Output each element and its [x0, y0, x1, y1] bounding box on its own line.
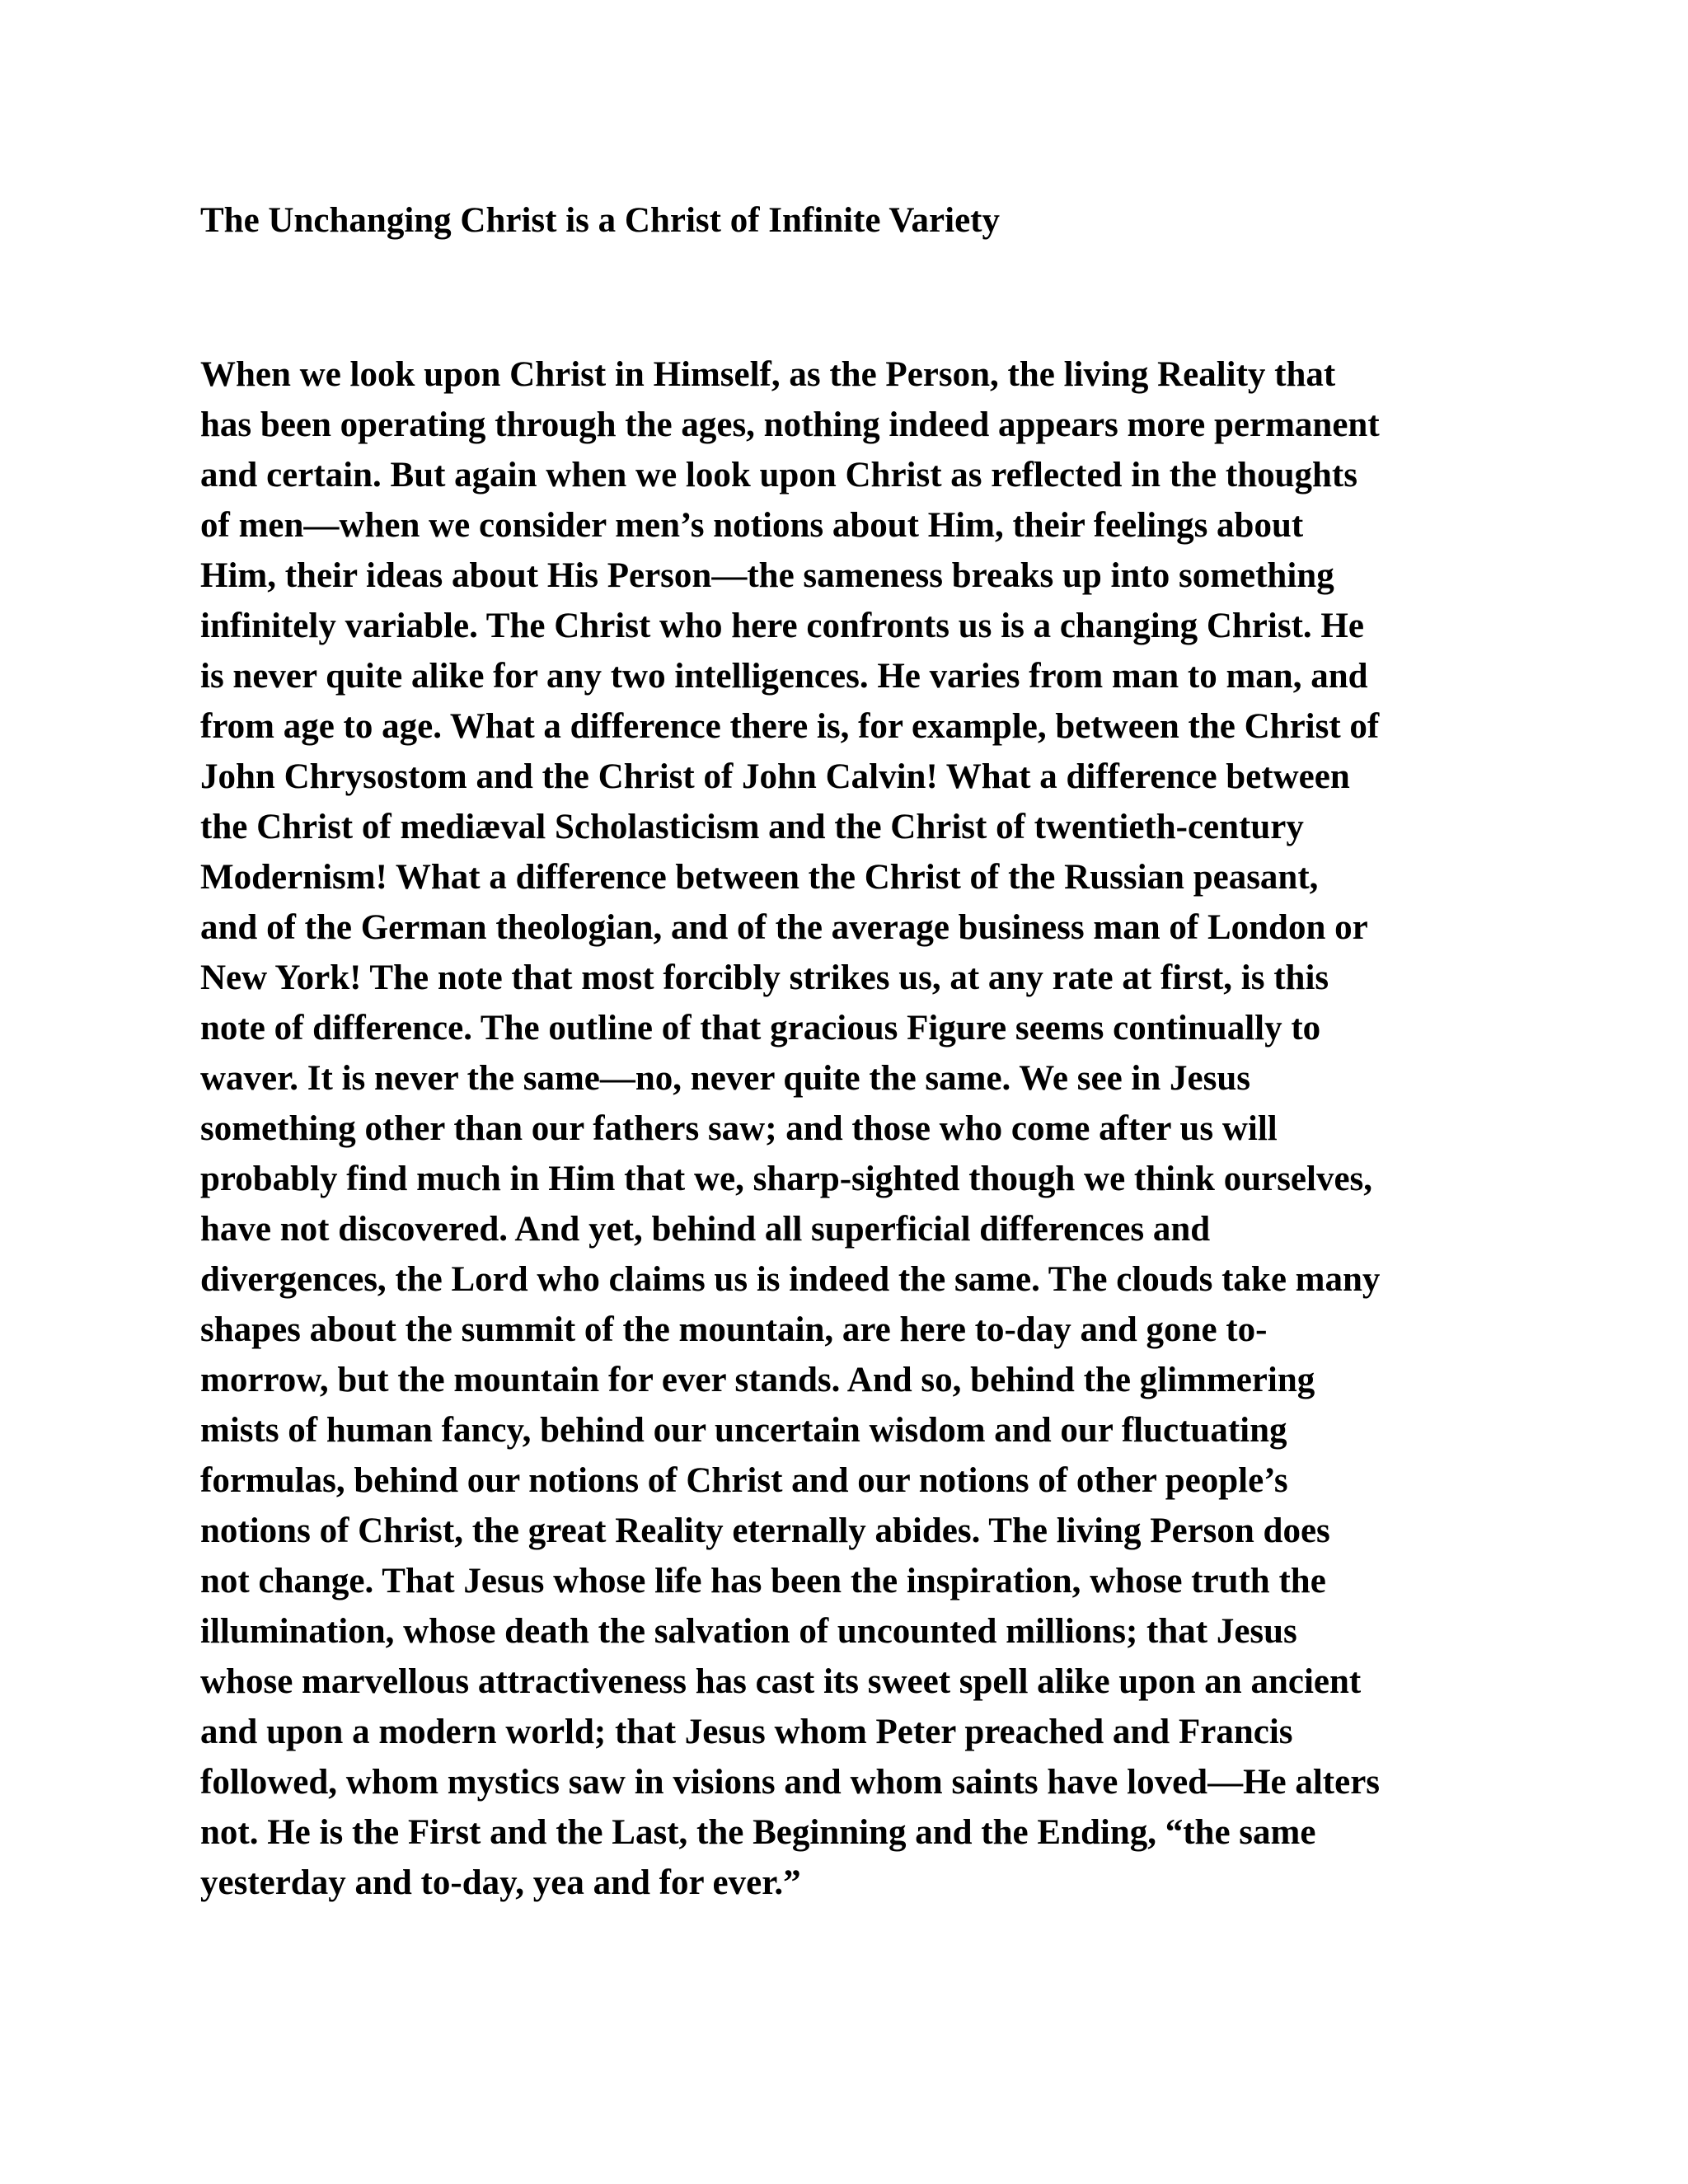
text-line: and upon a modern world; that Jesus whom Peter preached and Francis [200, 1713, 1293, 1751]
text-line: waver. It is never the same—no, never quite the same. We see in Jesus [200, 1059, 1250, 1098]
text-line: illumination, whose death the salvation of uncounted millions; that Jesus [200, 1612, 1297, 1651]
text-line: followed, whom mystics saw in visions and whom saints have loved—He alters [200, 1763, 1381, 1802]
text-line: John Chrysostom and the Christ of John Calvin! What a difference between [200, 757, 1350, 796]
text-line: have not discovered. And yet, behind all superficial differences and [200, 1210, 1211, 1249]
text-line: shapes about the summit of the mountain, are here to-day and gone to- [200, 1310, 1268, 1349]
text-line: mists of human fancy, behind our uncertain wisdom and our fluctuating [200, 1411, 1287, 1450]
text-line: and certain. But again when we look upon Christ as reflected in the thoughts [200, 456, 1357, 494]
text-line: something other than our fathers saw; and those who come after us will [200, 1109, 1278, 1148]
body-paragraph [200, 349, 1519, 1908]
text-line: is never quite alike for any two intelligences. He varies from man to man, and [200, 657, 1368, 696]
text-line: from age to age. What a difference there is, for example, between the Christ of [200, 707, 1380, 746]
text-line: notions of Christ, the great Reality eternally abides. The living Person does [200, 1511, 1330, 1550]
text-line: divergences, the Lord who claims us is indeed the same. The clouds take many [200, 1260, 1381, 1299]
text-line: New York! The note that most forcibly strikes us, at any rate at first, is this [200, 958, 1329, 997]
text-line: note of difference. The outline of that gracious Figure seems continually to [200, 1009, 1321, 1047]
text-line: the Christ of mediæval Scholasticism and the Christ of twentieth-century [200, 808, 1304, 846]
text-line: formulas, behind our notions of Christ and our notions of other people’s [200, 1461, 1288, 1500]
text-line: Modernism! What a difference between the Christ of the Russian peasant, [200, 858, 1319, 897]
text-line: infinitely variable. The Christ who here confronts us is a changing Christ. He [200, 607, 1364, 645]
text-line: When we look upon Christ in Himself, as the Person, the living Reality that [200, 355, 1336, 394]
document-title: The Unchanging Christ is a Christ of Infinite Variety [200, 201, 1000, 240]
text-line: and of the German theologian, and of the average business man of London or [200, 908, 1368, 947]
text-line: morrow, but the mountain for ever stands. And so, behind the glimmering [200, 1361, 1315, 1399]
text-line: has been operating through the ages, nothing indeed appears more permanent [200, 405, 1380, 444]
text-line: of men—when we consider men’s notions about Him, their feelings about [200, 506, 1304, 545]
text-line: Him, their ideas about His Person—the sameness breaks up into something [200, 556, 1334, 595]
text-line: probably find much in Him that we, sharp-sighted though we think ourselves, [200, 1160, 1373, 1198]
text-line: yesterday and to-day, yea and for ever.” [200, 1863, 801, 1902]
text-line: not change. That Jesus whose life has been the inspiration, whose truth the [200, 1562, 1326, 1601]
text-line: not. He is the First and the Last, the Beginning and the Ending, “the same [200, 1813, 1316, 1852]
text-line: whose marvellous attractiveness has cast its sweet spell alike upon an ancient [200, 1662, 1362, 1701]
